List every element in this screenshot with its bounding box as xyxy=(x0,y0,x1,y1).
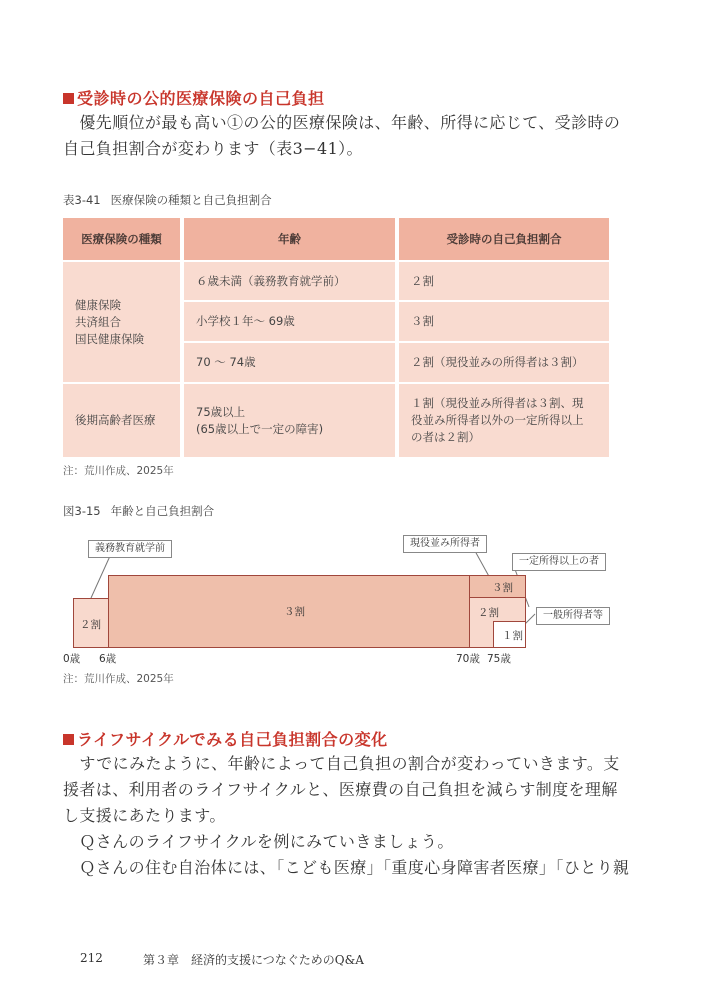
axis-tick: 0歳 xyxy=(63,653,81,665)
axis-tick: 75歳 xyxy=(487,653,511,665)
table-header-age: 年齢 xyxy=(184,218,395,260)
table-caption xyxy=(63,192,272,208)
table-cell-ratio: ２割 xyxy=(399,262,609,300)
table-cell-age: ６歳未満（義務教育就学前） xyxy=(184,262,395,300)
bar-late xyxy=(493,621,526,648)
table-cell-ratio: ２割（現役並みの所得者は３割） xyxy=(399,343,609,382)
table-cell-type-group2: 後期高齢者医療 xyxy=(63,384,180,457)
figure-caption-number: 図3-15 xyxy=(63,504,101,518)
table-note: 注：荒川作成、2025年 xyxy=(63,465,174,477)
paragraph-lifecycle xyxy=(63,751,629,881)
table-cell-age: 75歳以上 (65歳以上で一定の障害) xyxy=(184,384,395,457)
paragraph-line: すでにみたように、年齢によって自己負担の割合が変わっていきます。支 xyxy=(63,754,620,773)
table-header-type: 医療保険の種類 xyxy=(63,218,180,260)
paragraph-line: 援者は、利用者のライフサイクルと、医療費の自己負担を減らす制度を理解 xyxy=(63,780,618,799)
figure-note: 注：荒川作成、2025年 xyxy=(63,673,174,685)
insurance-table xyxy=(63,218,609,457)
bar-preschool xyxy=(73,598,109,648)
callout-above-income: 一定所得以上の者 xyxy=(512,553,606,571)
bar-label: ２割 xyxy=(80,619,101,631)
figure-caption-title: 年齢と自己負担割合 xyxy=(110,504,215,518)
callout-preschool: 義務教育就学前 xyxy=(88,540,172,558)
bar-label: １割 xyxy=(502,630,523,642)
paragraph-line: し支援にあたります。 xyxy=(63,806,226,825)
figure-caption xyxy=(63,503,214,519)
heading-text: 受診時の公的医療保険の自己負担 xyxy=(77,89,325,108)
table-cell-age: 小学校１年〜 69歳 xyxy=(184,302,395,341)
paragraph-copay xyxy=(63,110,620,162)
table-cell-ratio: １割（現役並み所得者は３割、現 役並み所得者以外の一定所得以上 の者は２割） xyxy=(399,384,609,457)
bar-label: ２割 xyxy=(478,607,499,619)
paragraph-line: Ｑさんのライフサイクルを例にみていきましょう。 xyxy=(63,832,454,851)
paragraph-line: Ｑさんの住む自治体には、「こども医療」「重度心身障害者医療」「ひとり親 xyxy=(63,858,630,877)
table-cell-age: 70 〜 74歳 xyxy=(184,343,395,382)
heading-square-icon xyxy=(63,734,74,745)
callout-high-income: 現役並み所得者 xyxy=(403,535,487,553)
bar-label: ３割 xyxy=(492,582,513,594)
heading-square-icon xyxy=(63,93,74,104)
section-heading-lifecycle xyxy=(63,727,388,750)
table-cell-type-group1: 健康保険 共済組合 国民健康保険 xyxy=(63,262,180,382)
section-heading-copay xyxy=(63,86,325,109)
page-number: 212 xyxy=(80,951,103,965)
bar-label: ３割 xyxy=(284,606,305,618)
bar-main xyxy=(108,575,470,648)
axis-tick: 70歳 xyxy=(456,653,480,665)
heading-text: ライフサイクルでみる自己負担割合の変化 xyxy=(77,730,388,749)
callout-general-income: 一般所得者等 xyxy=(536,607,610,625)
bar-elder-high xyxy=(469,575,526,598)
chapter-title: 第３章 経済的支援につなぐためのQ&A xyxy=(143,953,364,967)
paragraph-line: 優先順位が最も高い①の公的医療保険は、年齢、所得に応じて、受診時の xyxy=(63,113,621,132)
table-cell-ratio: ３割 xyxy=(399,302,609,341)
axis-tick: 6歳 xyxy=(99,653,117,665)
paragraph-line: 自己負担割合が変わります（表3−41）。 xyxy=(63,139,363,158)
table-header-ratio: 受診時の自己負担割合 xyxy=(399,218,609,260)
table-caption-number: 表3-41 xyxy=(63,193,101,207)
table-caption-title: 医療保険の種類と自己負担割合 xyxy=(110,193,272,207)
